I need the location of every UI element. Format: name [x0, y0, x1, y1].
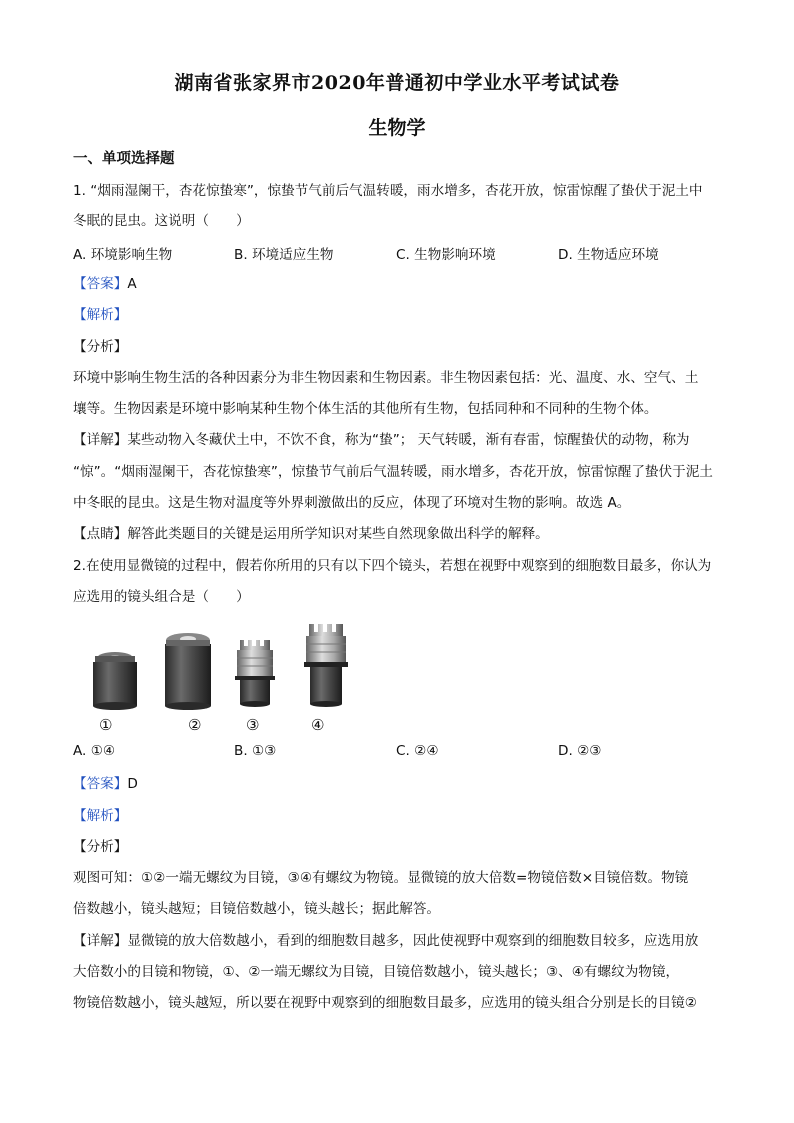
q2-analysis-line1: 观图可知：①②一端无螺纹为目镜，③④有螺纹为物镜。显微镜的放大倍数=物镜倍数×目镜倍数。物镜: [73, 870, 689, 886]
figure-label-3: ③: [246, 716, 260, 734]
q2-detail-line1: 【详解】显微镜的放大倍数越小，看到的细胞数目越多，因此使视野中观察到的细胞数目较多，应选用放: [73, 933, 699, 949]
q1-fenxi-tag: 【分析】: [73, 339, 128, 355]
q2-detail-line2: 大倍数小的目镜和物镜，①、②一端无螺纹为目镜，目镜倍数越小，镜头越长；③、④有螺纹为物镜，: [73, 964, 680, 980]
detail-tag: 【详解】: [73, 933, 128, 949]
figure-label-2: ②: [188, 716, 202, 734]
q1-comment: 【点睛】解答此类题目的关键是运用所学知识对某些自然现象做出科学的解释。: [73, 526, 549, 542]
q2-option-a: A. ①④: [73, 743, 116, 759]
eyepiece-long-icon: [165, 633, 211, 710]
q1-jiexi-tag: 【解析】: [73, 307, 128, 323]
q2-jiexi-tag: 【解析】: [73, 808, 128, 824]
q1-analysis-line2: 壤等。生物因素是环境中影响某种生物个体生活的其他所有生物，包括同种和不同种的生物个体。: [73, 401, 658, 417]
eyepiece-short-icon: [93, 652, 137, 710]
q2-option-d: D. ②③: [558, 743, 602, 759]
q2-detail-line3: 物镜倍数越小，镜头越短，所以要在视野中观察到的细胞数目最多，应选用的镜头组合分别是长的目镜②: [73, 995, 697, 1011]
q2-option-b: B. ①③: [234, 743, 277, 759]
microscope-lenses-figure: [85, 618, 365, 718]
page-subtitle: 生物学: [368, 117, 426, 139]
q1-option-c: C. 生物影响环境: [396, 247, 496, 263]
objective-long-icon: [304, 624, 348, 707]
comment-tag: 【点睛】: [73, 526, 128, 542]
q1-detail-line1: 【详解】某些动物入冬藏伏土中，不饮不食，称为“蛰”； 天气转暖，渐有春雷，惊醒蛰伏的动物，称为: [73, 432, 690, 448]
q2-answer: [73, 774, 723, 794]
q2-analysis-line2: 倍数越小，镜头越短；目镜倍数越小，镜头越长；据此解答。: [73, 901, 441, 917]
figure-label-1: ①: [99, 716, 113, 734]
q1-answer: [73, 274, 723, 294]
figure-label-4: ④: [311, 716, 325, 734]
q1-option-d: D. 生物适应环境: [558, 247, 659, 263]
q1-option-b: B. 环境适应生物: [234, 247, 334, 263]
q2-fenxi-tag: 【分析】: [73, 839, 128, 855]
detail-tag: 【详解】: [73, 432, 128, 448]
q2-option-c: C. ②④: [396, 743, 439, 759]
q1-stem-line1: 1. “烟雨湿阑干，杏花惊蛰寒”，惊蛰节气前后气温转暖，雨水增多，杏花开放，惊雷惊醒了蛰伏于泥土中: [73, 183, 703, 199]
section-heading: 一、单项选择题: [73, 151, 175, 167]
q2-stem-line2: 应选用的镜头组合是（ ）: [73, 589, 250, 605]
q1-detail-line3: 中冬眠的昆虫。这是生物对温度等外界刺激做出的反应，体现了环境对生物的影响。故选 A。: [73, 495, 631, 511]
q1-option-a: A. 环境影响生物: [73, 247, 173, 263]
answer-tag: 【答案】: [73, 776, 128, 792]
answer-value: D: [127, 776, 138, 792]
q1-stem-line2: 冬眠的昆虫。这说明（ ）: [73, 213, 250, 229]
q1-analysis-line1: 环境中影响生物生活的各种因素分为非生物因素和生物因素。非生物因素包括：光、温度、水、空气、土: [73, 370, 699, 386]
page-title: 湖南省张家界市2020年普通初中学业水平考试试卷: [174, 72, 620, 94]
q2-stem-line1: 2.在使用显微镜的过程中，假若你所用的只有以下四个镜头，若想在视野中观察到的细胞数目最多，你认为: [73, 558, 712, 574]
q1-detail-line2: “惊”。“烟雨湿阑干，杏花惊蛰寒”，惊蛰节气前后气温转暖，雨水增多，杏花开放，惊雷惊醒了蛰伏于泥土: [73, 464, 713, 480]
answer-tag: 【答案】: [73, 276, 128, 292]
answer-value: A: [127, 276, 137, 292]
objective-short-icon: [235, 640, 275, 707]
